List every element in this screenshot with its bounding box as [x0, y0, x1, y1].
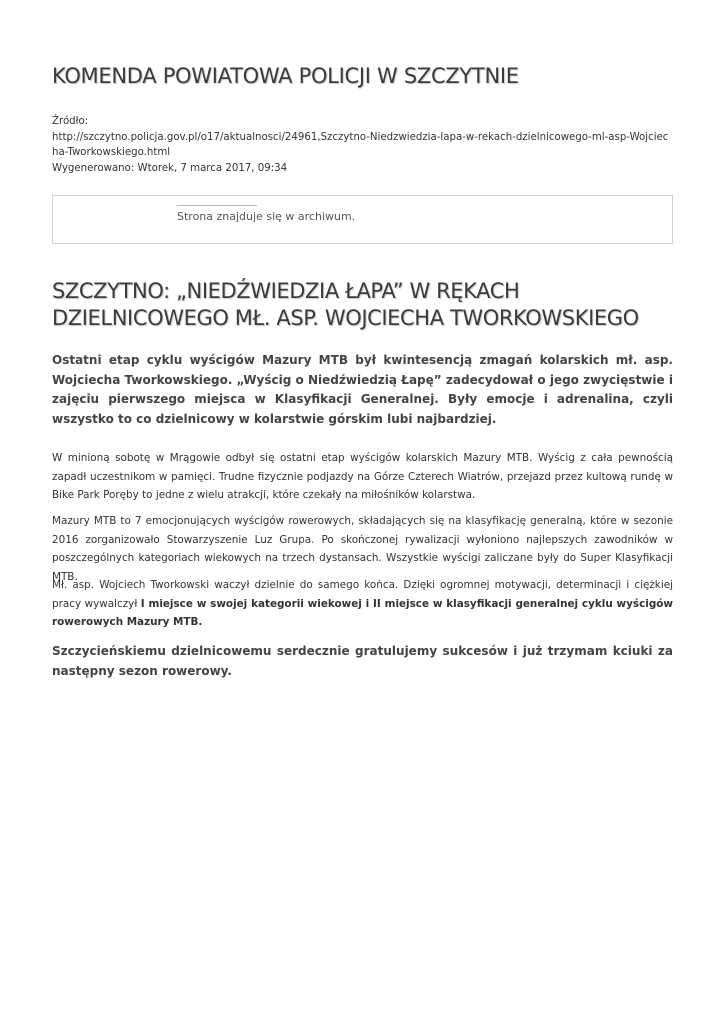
archive-notice-box: [52, 195, 673, 244]
organization-title: KOMENDA POWIATOWA POLICJI W SZCZYTNIE: [52, 64, 519, 88]
source-block: [52, 114, 673, 176]
article-paragraph-1: W minioną sobotę w Mrągowie odbył się ostatni etap wyścigów kolarskich Mazury MTB. Wyścig z cała pewnością zapadł uczestnikom w pamięci. Trudne fizycznie podjazdy na Górze Czterech Wiatrów, przejazd przez kultową rundę w Bike Park Poręby to jedne z wielu atrakcji, które czekały na miłośników kolarstwa.: [52, 452, 673, 501]
article-paragraph-3: [52, 576, 673, 632]
source-url: http://szczytno.policja.gov.pl/o17/aktualnosci/24961,Szczytno-Niedzwiedzia-lapa-w-rekach-dzielnicowego-ml-asp-Wojciecha-Tworkowskiego.html: [52, 131, 669, 158]
generated-timestamp: Wygenerowano: Wtorek, 7 marca 2017, 09:34: [52, 162, 288, 174]
article-paragraph-2: Mazury MTB to 7 emocjonujących wyścigów rowerowych, składających się na klasyfikację generalną, które w sezonie 2016 zorganizowało Stowarzyszenie Luz Grupa. Po skończonej rywalizacji wyłoniono najlepszych zawodników w poszczególnych kategoriach wiekowych na trzech dystansach. Wszystkie wyścigi zaliczane były do Super Klasyfikacji MTB.: [52, 515, 673, 583]
archive-notice: Strona znajduje się w archiwum.: [177, 210, 356, 223]
article-title: SZCZYTNO: „NIEDŹWIEDZIA ŁAPA” W RĘKACH DZIELNICOWEGO MŁ. ASP. WOJCIECHA TWORKOWSKIEGO: [52, 279, 639, 330]
source-label: Źródło:: [52, 116, 89, 127]
archive-divider: [177, 205, 257, 206]
article-paragraph-3-text: Mł. asp. Wojciech Tworkowski waczył dzielnie do samego końca. Dzięki ogromnej motywacji, determinacji i ciężkiej pracy wywalczył: [52, 579, 673, 610]
article-paragraph-3-highlight: I miejsce w swojej kategorii wiekowej i II miejsce w klasyfikacji generalnej cyklu wyścigów rowerowych Mazury MTB.: [52, 597, 673, 628]
article-closing: Szczycieńskiemu dzielnicowemu serdecznie gratulujemy sukcesów i już trzymam kciuki za następny sezon rowerowy.: [52, 644, 673, 678]
article-lead: Ostatni etap cyklu wyścigów Mazury MTB był kwintesencją zmagań kolarskich mł. asp. Wojciecha Tworkowskiego. „Wyścig o Niedźwiedzią Łapę” zadecydował o jego zwycięstwie i zajęciu pierwszego miejsca w Klasyfikacji Generalnej. Były emocje i adrenalina, czyli wszystko to co dzielnicowy w kolarstwie górskim lubi najbardziej.: [52, 353, 673, 426]
